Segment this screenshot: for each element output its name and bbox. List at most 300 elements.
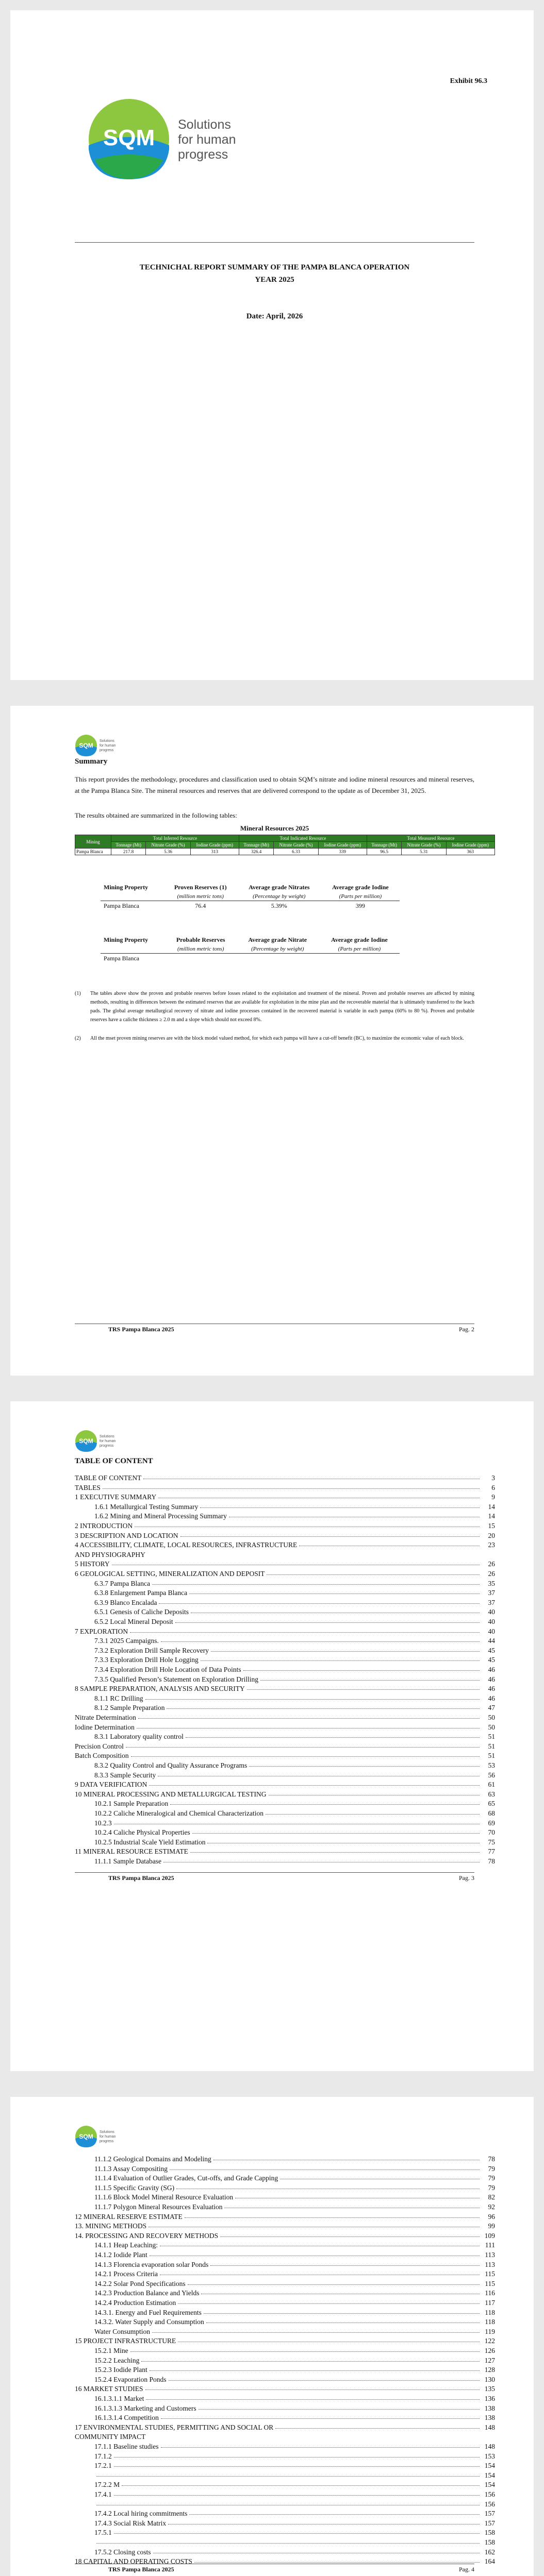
toc-entry-page: 113: [485, 2251, 495, 2259]
toc-entry-page: 56: [488, 1771, 495, 1779]
table-cell: 5.36: [146, 849, 190, 855]
toc-entry[interactable]: [75, 2231, 495, 2241]
toc-entry-page: 148: [484, 2423, 495, 2431]
svg-text:SQM: SQM: [79, 742, 93, 749]
toc-entry-page: 154: [484, 2471, 495, 2479]
toc-entry-page: 99: [488, 2222, 495, 2230]
toc-entry[interactable]: [75, 2413, 495, 2422]
toc-entry[interactable]: [75, 2423, 495, 2432]
toc-entry[interactable]: [75, 1780, 495, 1789]
footnote-text: All the mset proven mining reserves are with the block model valued method, for which each pampa will have a cut-off benefit (BC), to maximize the economic value of each block.: [90, 1036, 464, 1041]
toc-entry-label: 16.1.3.1.4 Competition: [94, 2414, 159, 2422]
col-header: Iodine Grade (ppm): [190, 842, 239, 849]
toc-entry[interactable]: [75, 2432, 495, 2442]
toc-leader-dots: [114, 2495, 480, 2496]
toc-entry[interactable]: [75, 2241, 495, 2250]
toc-entry-page: 135: [484, 2385, 495, 2393]
toc-entry-label: 2 INTRODUCTION: [75, 1522, 133, 1530]
toc-entry[interactable]: [75, 1579, 495, 1588]
toc-entry[interactable]: [75, 1742, 495, 1751]
col-header: Mining Property: [104, 936, 149, 943]
toc-entry[interactable]: [75, 1531, 495, 1540]
toc-entry[interactable]: [75, 1703, 495, 1713]
group-header: Total Measured Resource: [367, 835, 494, 842]
toc-entry-page: 14: [488, 1502, 495, 1511]
col-header: Average grade Nitrate: [248, 936, 307, 943]
toc-entry-label: 15.2.1 Mine: [94, 2347, 128, 2354]
toc-entry[interactable]: [75, 1732, 495, 1741]
toc-entry[interactable]: [75, 1828, 495, 1837]
toc-entry-label: 4 ACCESSIBILITY, CLIMATE, LOCAL RESOURCES, INFRASTRUCTURE: [75, 1541, 298, 1549]
toc-entry-label: 11.1.4 Evaluation of Outlier Grades, Cut-offs, and Grade Capping: [94, 2174, 278, 2182]
toc-entry-page: 118: [485, 2318, 495, 2326]
proven-reserves-table: [101, 883, 400, 911]
toc-entry[interactable]: [75, 1607, 495, 1617]
toc-entry[interactable]: [75, 1646, 495, 1655]
toc-entry[interactable]: [75, 2442, 495, 2451]
toc-entry-page: 9: [491, 1493, 495, 1501]
toc-entry[interactable]: [75, 2490, 495, 2499]
toc-entry[interactable]: [75, 2375, 495, 2384]
toc-leader-dots: [185, 2217, 480, 2218]
toc-entry[interactable]: [75, 2155, 495, 2164]
toc-entry-page: 68: [488, 1809, 495, 1817]
toc-entry[interactable]: [75, 2538, 495, 2547]
col-header: Nitrate Grade (%): [402, 842, 446, 849]
toc-entry[interactable]: [75, 1521, 495, 1531]
svg-text:Solutions: Solutions: [100, 739, 114, 743]
toc-entry-page: 78: [488, 1857, 495, 1865]
toc-heading: TABLE OF CONTENT: [75, 1457, 153, 1465]
summary-heading: Summary: [75, 757, 108, 766]
toc-entry[interactable]: [75, 2222, 495, 2231]
toc-entry-page: 65: [488, 1800, 495, 1808]
toc-leader-dots: [178, 2303, 480, 2304]
toc-leader-dots: [188, 2284, 480, 2285]
toc-entry[interactable]: [75, 1665, 495, 1674]
toc-entry-page: 78: [488, 2155, 495, 2163]
col-header: Average grade Iodine: [331, 936, 388, 943]
toc-entry[interactable]: [75, 1598, 495, 1607]
footer-divider: [75, 1872, 474, 1873]
toc-entry-label: TABLES: [75, 1483, 101, 1492]
toc-entry[interactable]: [75, 1857, 495, 1866]
toc-entry-page: 148: [484, 2443, 495, 2450]
toc-entry[interactable]: [75, 2317, 495, 2327]
toc-leader-dots: [200, 1507, 480, 1508]
toc-entry-label: 11 MINERAL RESOURCE ESTIMATE: [75, 1848, 188, 1856]
toc-leader-dots: [192, 1833, 480, 1834]
cover-page: [10, 10, 534, 680]
toc-entry-label: 10.2.1 Sample Preparation: [94, 1800, 169, 1808]
toc-entry[interactable]: [75, 2509, 495, 2518]
toc-leader-dots: [131, 1756, 480, 1757]
toc-entry-page: 20: [488, 1531, 495, 1539]
toc-entry[interactable]: [75, 1713, 495, 1722]
toc-entry-label: TABLE OF CONTENT: [75, 1474, 142, 1482]
toc-entry-label: 10.2.2 Caliche Mineralogical and Chemical Characterization: [94, 1809, 264, 1817]
toc-entry-page: 40: [488, 1618, 495, 1625]
toc-entry-page: 69: [488, 1819, 495, 1827]
toc-entry-label: 14.3.2. Water Supply and Consumption: [94, 2318, 204, 2326]
toc-entry[interactable]: [75, 1771, 495, 1780]
toc-entry-page: 37: [488, 1598, 495, 1606]
page-number: Pag. 3: [459, 1874, 474, 1882]
toc-entry[interactable]: [75, 1617, 495, 1626]
table-row: [101, 901, 400, 911]
toc-entry-page: 119: [485, 2327, 495, 2335]
toc-leader-dots: [210, 2265, 480, 2266]
toc-leader-dots: [159, 1603, 480, 1604]
toc-entry-label: 8.3.1 Laboratory quality control: [94, 1733, 184, 1741]
footer-title: TRS Pampa Blanca 2025: [108, 1874, 174, 1882]
toc-entry[interactable]: [75, 1502, 495, 1512]
toc-entry[interactable]: [75, 1790, 495, 1799]
svg-text:Solutions: Solutions: [100, 2130, 114, 2134]
toc-entry-page: 109: [484, 2231, 495, 2240]
mining-header: Mining: [75, 835, 111, 849]
toc-entry-label: AND PHYSIOGRAPHY: [75, 1550, 145, 1558]
toc-leader-dots: [146, 2399, 480, 2400]
toc-entry[interactable]: [75, 2548, 495, 2557]
toc-entry-page: 79: [488, 2183, 495, 2192]
svg-text:SQM: SQM: [79, 2133, 93, 2140]
toc-entry[interactable]: [75, 2480, 495, 2489]
toc-entry-page: 35: [488, 1579, 495, 1587]
svg-text:for human: for human: [100, 1439, 116, 1443]
toc-entry-label: 6.3.8 Enlargement Pampa Blanca: [94, 1589, 188, 1597]
toc-entry[interactable]: [75, 2336, 495, 2346]
toc-entry[interactable]: [75, 1512, 495, 1521]
toc-leader-dots: [96, 2543, 480, 2544]
toc-entry[interactable]: [75, 1493, 495, 1502]
toc-entry-label: 11.1.6 Block Model Mineral Resource Evaluation: [94, 2193, 234, 2201]
toc-entry-label: 17.5.2 Closing costs: [94, 2548, 151, 2556]
toc-entry-page: 61: [488, 1781, 495, 1789]
unit-label: (Parts per million): [338, 946, 381, 952]
toc-entry[interactable]: [75, 2519, 495, 2528]
toc-entry[interactable]: [75, 2404, 495, 2413]
toc-entry-label: 11.1.7 Polygon Mineral Resources Evaluation: [94, 2203, 223, 2211]
toc-entry-page: 51: [488, 1742, 495, 1750]
toc-entry-label: 8.1.1 RC Drilling: [94, 1694, 143, 1702]
col-header: Tonnage (Mt): [111, 842, 145, 849]
toc-entry-page: 130: [484, 2375, 495, 2383]
toc-entry-label: Water Consumption: [94, 2327, 151, 2335]
toc-entry[interactable]: [75, 2461, 495, 2470]
toc-leader-dots: [149, 1785, 480, 1786]
table-cell: 6.33: [274, 849, 318, 855]
toc-entry-label: 7.3.4 Exploration Drill Hole Location of Data Points: [94, 1666, 241, 1673]
toc-entry[interactable]: [75, 2183, 495, 2193]
toc-leader-dots: [114, 2466, 480, 2467]
toc-entry-label: 9 DATA VERIFICATION: [75, 1781, 147, 1789]
toc-entry[interactable]: [75, 1569, 495, 1579]
footer-title: TRS Pampa Blanca 2025: [108, 1326, 174, 1333]
toc-leader-dots: [186, 1737, 480, 1738]
toc-entry-label: 17.2.2 M: [94, 2481, 120, 2489]
toc-entry[interactable]: [75, 1751, 495, 1760]
toc-entry-label: 7.3.3 Exploration Drill Hole Logging: [94, 1656, 199, 1664]
toc-entry[interactable]: [75, 2384, 495, 2394]
toc-entry-label: COMMUNITY IMPACT: [75, 2433, 146, 2441]
toc-entry[interactable]: [75, 1799, 495, 1808]
toc-entry-label: 14.2.1 Process Criteria: [94, 2270, 158, 2278]
toc-entry-page: 157: [484, 2519, 495, 2527]
toc-entry-page: 96: [488, 2212, 495, 2221]
toc-entry[interactable]: [75, 1761, 495, 1770]
toc-leader-dots: [189, 2514, 480, 2515]
toc-leader-dots: [243, 1670, 480, 1671]
toc-leader-dots: [141, 2361, 480, 2362]
toc-leader-dots: [167, 1708, 480, 1709]
toc-entry-page: 136: [484, 2395, 495, 2402]
toc-entry-label: 5 HISTORY: [75, 1560, 110, 1568]
toc-entry-label: 17 ENVIRONMENTAL STUDIES, PERMITTING AND SOCIAL OR: [75, 2423, 274, 2431]
toc-entry-page: 3: [491, 1474, 495, 1482]
toc-entry-page: 26: [488, 1560, 495, 1568]
toc-entry-label: 14.2.3 Production Balance and Yields: [94, 2289, 200, 2297]
toc-entry-label: 17.1.1 Baseline studies: [94, 2443, 159, 2450]
toc-entry-page: 45: [488, 1646, 495, 1654]
toc-entry-page: 111: [485, 2241, 495, 2249]
footnote-number: (2): [75, 1036, 81, 1041]
col-header: Nitrate Grade (%): [146, 842, 190, 849]
page-number: Pag. 4: [459, 2566, 474, 2573]
toc-entry-page: 117: [485, 2299, 495, 2307]
col-header: Mining Property: [104, 884, 149, 891]
footnote-text: The tables above show the proven and probable reserves before losses related to the exploitation and treatment of the mineral. Proven and probable reserves are affected by mining methods, resulting in differences between the estimated reserves that are available for exploitation in the mine plan and the recoverable material that is ultimately transferred to the leach pads. The global average metallurgical recovery of nitrate and iodine processes contained in the recovered material is variable in each pampa (60% to 80 %). Proven and probable reserves have a caliche thickness ≥ 2.0 m and a slope which should not exceed 8%.: [90, 991, 474, 1023]
toc-entry-page: 51: [488, 1733, 495, 1741]
report-date: Date: April, 2026: [246, 312, 303, 320]
svg-text:for human: for human: [100, 744, 116, 748]
toc-leader-dots: [152, 1584, 480, 1585]
toc-entry-page: 82: [488, 2193, 495, 2201]
tagline-line-3: progress: [178, 147, 228, 162]
toc-leader-dots: [161, 2418, 480, 2419]
toc-entry-label: 14.2.4 Production Estimation: [94, 2299, 176, 2307]
toc-entry-label: 16.1.3.1.3 Marketing and Customers: [94, 2404, 196, 2412]
toc-entry-page: 154: [484, 2481, 495, 2489]
toc-entry[interactable]: [75, 2174, 495, 2183]
toc-entry[interactable]: [75, 2557, 495, 2566]
toc-entry-label: 14.3.1. Energy and Fuel Requirements: [94, 2308, 202, 2316]
toc-entry-page: 138: [484, 2404, 495, 2412]
toc-entry[interactable]: [75, 1550, 495, 1560]
toc-leader-dots: [201, 1660, 480, 1661]
toc-entry[interactable]: [75, 2250, 495, 2260]
sqm-logo-mark-small: [75, 1430, 137, 1455]
toc-entry[interactable]: [75, 1675, 495, 1684]
toc-entry[interactable]: [75, 2528, 495, 2537]
row-name: Pampa Blanca: [104, 955, 139, 962]
toc-entry-label: 14.1.3 Florencia evaporation solar Ponds: [94, 2260, 209, 2268]
toc-entry-page: 53: [488, 1761, 495, 1769]
toc-entry-label: 1.6.2 Mining and Mineral Processing Summary: [94, 1512, 227, 1520]
toc-leader-dots: [211, 1651, 480, 1652]
toc-entry[interactable]: [75, 2452, 495, 2461]
toc-entry[interactable]: [75, 1847, 495, 1856]
toc-entry-page: 138: [484, 2414, 495, 2422]
toc-entry-label: 16 MARKET STUDIES: [75, 2385, 143, 2393]
col-header: Nitrate Grade (%): [274, 842, 318, 849]
table-cell: 217.8: [111, 849, 145, 855]
summary-paragraph-2: The results obtained are summarized in the following tables:: [75, 811, 237, 819]
toc-entry[interactable]: [75, 2500, 495, 2509]
toc-entry[interactable]: [75, 2260, 495, 2269]
toc-entry[interactable]: [75, 2202, 495, 2212]
toc-leader-dots: [145, 1699, 480, 1700]
toc-entry[interactable]: [75, 2193, 495, 2202]
tagline-line-2: for human: [178, 132, 236, 147]
toc-leader-dots: [130, 2351, 480, 2352]
toc-entry[interactable]: [75, 2327, 495, 2336]
toc-entry-page: 113: [485, 2260, 495, 2268]
toc-entry[interactable]: [75, 1819, 495, 1828]
toc-entry-label: 3 DESCRIPTION AND LOCATION: [75, 1531, 178, 1539]
toc-entry[interactable]: [75, 1483, 495, 1493]
toc-entry-page: 63: [488, 1790, 495, 1798]
toc-entry-label: 15 PROJECT INFRASTRUCTURE: [75, 2337, 176, 2345]
toc-entry-label: Iodine Determination: [75, 1723, 135, 1731]
toc-entry-page: 46: [488, 1675, 495, 1683]
toc-entry-label: 7 EXPLORATION: [75, 1627, 128, 1635]
toc-entry[interactable]: [75, 1473, 495, 1483]
table-row: [101, 954, 400, 964]
toc-leader-dots: [150, 2370, 480, 2371]
unit-label: (million metric tons): [177, 946, 224, 952]
sqm-logo-mark-small: [75, 2125, 137, 2151]
toc-entry-label: 7.3.5 Qualified Person’s Statement on Exploration Drilling: [94, 1675, 258, 1683]
toc-entry-page: 115: [485, 2270, 495, 2278]
toc-entry[interactable]: [75, 2164, 495, 2174]
col-header: Tonnage (Mt): [367, 842, 401, 849]
toc-page-2: [10, 2097, 534, 2576]
toc-entry-label: 10.2.5 Industrial Scale Yield Estimation: [94, 1838, 206, 1846]
unit-label: (Parts per million): [339, 893, 382, 900]
toc-leader-dots: [130, 1632, 480, 1633]
toc-entry[interactable]: [75, 1627, 495, 1636]
toc-entry-page: 122: [484, 2337, 495, 2345]
toc-entry[interactable]: [75, 1809, 495, 1818]
toc-entry-page: 46: [488, 1685, 495, 1693]
summary-paragraph: This report provides the methodology, procedures and classification used to obtain SQM’s nitrate and iodine mineral resources and mineral reserves, at the Pampa Blanca Site. The mineral resources and reserves that are delivered correspond to the update as of December 31, 2025.: [75, 775, 474, 794]
toc-entry-label: 7.3.2 Exploration Drill Sample Recovery: [94, 1646, 209, 1654]
table-cell: 313: [190, 849, 239, 855]
table-cell: 5.39%: [271, 902, 287, 909]
toc-leader-dots: [161, 1641, 480, 1642]
toc-entry-page: 126: [484, 2347, 495, 2354]
toc-leader-dots: [145, 2389, 480, 2390]
toc-entry[interactable]: [75, 1560, 495, 1569]
toc-entry[interactable]: [75, 1636, 495, 1646]
toc-entry-label: 6.3.9 Blanco Encalada: [94, 1598, 157, 1606]
sqm-logo-small: [75, 2125, 137, 2154]
toc-entry-label: Batch Composition: [75, 1752, 129, 1760]
toc-entry-label: 1 EXECUTIVE SUMMARY: [75, 1493, 157, 1501]
toc-entry[interactable]: [75, 2394, 495, 2403]
svg-text:progress: progress: [100, 2140, 114, 2143]
toc-entry-label: 11.1.2 Geological Domains and Modeling: [94, 2155, 211, 2163]
svg-text:progress: progress: [100, 1444, 114, 1448]
group-header: Total Inferred Resource: [111, 835, 239, 842]
table-cell: 326.4: [239, 849, 273, 855]
toc-entry[interactable]: [75, 2471, 495, 2480]
svg-text:SQM: SQM: [103, 125, 155, 150]
toc-entry-label: 8.1.2 Sample Preparation: [94, 1704, 165, 1712]
svg-text:progress: progress: [100, 749, 114, 752]
toc-entry[interactable]: [75, 1588, 495, 1598]
footnote-1: [75, 989, 474, 1024]
toc-entry-label: 14.1.1 Heap Leaching:: [94, 2241, 158, 2249]
toc-entry-label: 14. PROCESSING AND RECOVERY METHODS: [75, 2231, 219, 2240]
toc-leader-dots: [169, 2380, 480, 2381]
toc-entry-label: 17.5.1: [94, 2529, 112, 2537]
tagline-line-1: Solutions: [178, 117, 231, 132]
toc-entry[interactable]: [75, 1838, 495, 1847]
toc-entry-label: 7.3.1 2025 Campaigns.: [94, 1637, 159, 1645]
toc-leader-dots: [190, 1852, 480, 1853]
toc-entry-page: 23: [488, 1541, 495, 1549]
toc-entry-label: 8.3.2 Quality Control and Quality Assurance Programs: [94, 1761, 248, 1769]
toc-entry-label: 15.2.4 Evaporation Ponds: [94, 2375, 167, 2383]
toc-entry[interactable]: [75, 2308, 495, 2317]
footnote-number: (1): [75, 991, 81, 996]
toc-entry-page: 118: [485, 2308, 495, 2316]
toc-leader-dots: [96, 2476, 480, 2477]
toc-entry-page: 153: [484, 2452, 495, 2460]
toc-entry-label: 11.1.5 Specific Gravity (SG): [94, 2183, 175, 2192]
toc-entry-page: 158: [484, 2529, 495, 2537]
toc-entry[interactable]: [75, 2289, 495, 2298]
toc-entry[interactable]: [75, 2298, 495, 2308]
toc-entry-page: 46: [488, 1666, 495, 1673]
toc-entry[interactable]: [75, 2346, 495, 2355]
toc-entry-page: 156: [484, 2500, 495, 2508]
toc-entry-page: 116: [485, 2289, 495, 2297]
toc-entry-page: 15: [488, 1522, 495, 1530]
toc-entry-page: 164: [484, 2557, 495, 2566]
svg-text:for human: for human: [100, 2135, 116, 2139]
toc-entry[interactable]: [75, 1540, 495, 1550]
col-header: Iodine Grade (ppm): [446, 842, 494, 849]
toc-entry-page: 46: [488, 1694, 495, 1702]
toc-entry-label: 15.2.2 Leaching: [94, 2356, 140, 2364]
toc-entry-label: 6 GEOLOGICAL SETTING, MINERALIZATION AND DEPOSIT: [75, 1570, 265, 1578]
toc-entry[interactable]: [75, 1684, 495, 1693]
toc-entry[interactable]: [75, 2356, 495, 2365]
toc-entry[interactable]: [75, 2365, 495, 2375]
toc-entry[interactable]: [75, 2212, 495, 2222]
toc-entry[interactable]: [75, 2269, 495, 2279]
toc-leader-dots: [220, 2236, 480, 2237]
table-cell: 96.5: [367, 849, 401, 855]
toc-entry[interactable]: [75, 1694, 495, 1703]
toc-leader-dots: [194, 2562, 480, 2563]
table-cell: 76.4: [195, 902, 206, 909]
toc-entry[interactable]: [75, 2279, 495, 2289]
toc-leader-dots: [266, 1814, 480, 1815]
toc-entry[interactable]: [75, 1723, 495, 1732]
table-cell: 339: [318, 849, 367, 855]
table-cell: 5.31: [402, 849, 446, 855]
toc-leader-dots: [138, 1718, 480, 1719]
exhibit-label: Exhibit 96.3: [450, 77, 487, 85]
col-header: Tonnage (Mt): [239, 842, 273, 849]
toc-entry-page: 6: [491, 1483, 495, 1492]
toc-entry-label: 14.2.2 Solar Pond Specifications: [94, 2279, 186, 2287]
toc-entry[interactable]: [75, 1655, 495, 1665]
